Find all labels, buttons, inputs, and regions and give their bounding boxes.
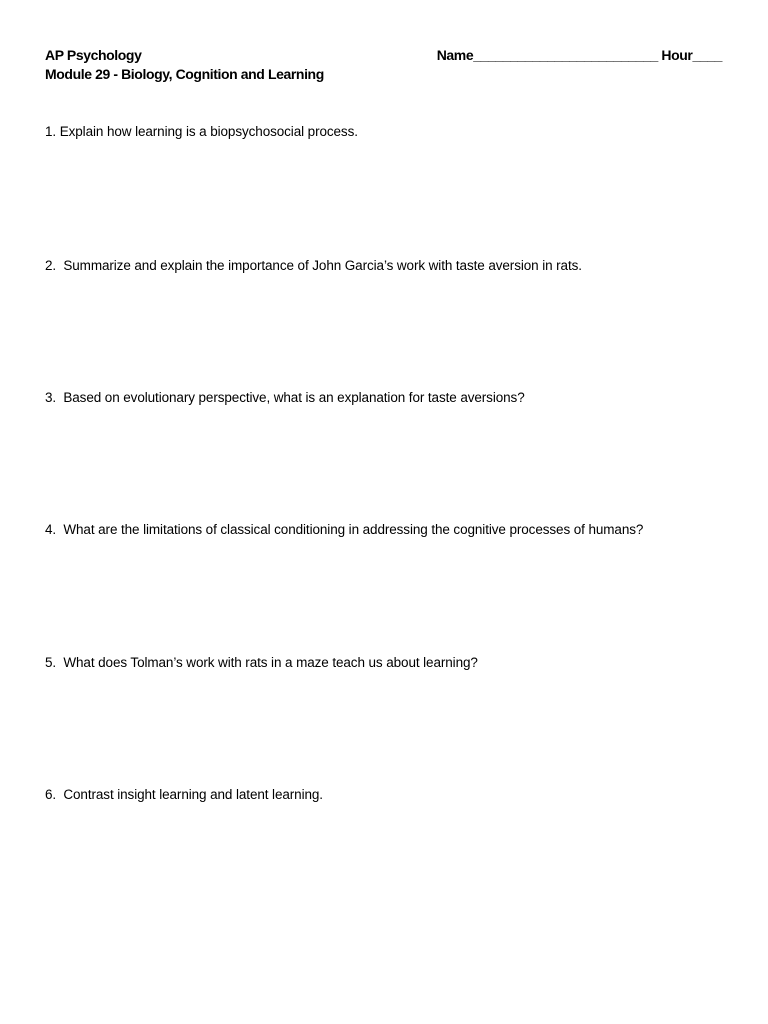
question-3 <box>45 389 525 406</box>
student-info <box>437 46 722 65</box>
question-text: Contrast insight learning and latent learning. <box>63 787 323 802</box>
question-1 <box>45 123 358 140</box>
module-title: Module 29 - Biology, Cognition and Learning <box>45 66 324 82</box>
question-text: Summarize and explain the importance of John Garcia’s work with taste aversion in rats. <box>63 258 582 273</box>
question-number: 2. <box>45 258 57 273</box>
question-text: Based on evolutionary perspective, what is an explanation for taste aversions? <box>63 390 525 405</box>
question-number: 5. <box>45 655 57 670</box>
course-title: AP Psychology <box>45 47 142 63</box>
question-number: 1. <box>45 124 57 139</box>
name-field[interactable]: Name_________________________ <box>436 47 658 63</box>
question-6 <box>45 786 323 803</box>
question-5 <box>45 654 478 671</box>
question-2 <box>45 257 582 274</box>
question-number: 6. <box>45 787 57 802</box>
question-number: 3. <box>45 390 57 405</box>
question-4 <box>45 521 643 538</box>
hour-field[interactable]: Hour____ <box>661 47 722 63</box>
question-text: What does Tolman’s work with rats in a maze teach us about learning? <box>63 655 478 670</box>
question-text: What are the limitations of classical conditioning in addressing the cognitive processes of humans? <box>63 522 644 537</box>
question-number: 4. <box>45 522 57 537</box>
worksheet-header <box>45 46 324 84</box>
question-text: Explain how learning is a biopsychosocial process. <box>59 124 358 139</box>
